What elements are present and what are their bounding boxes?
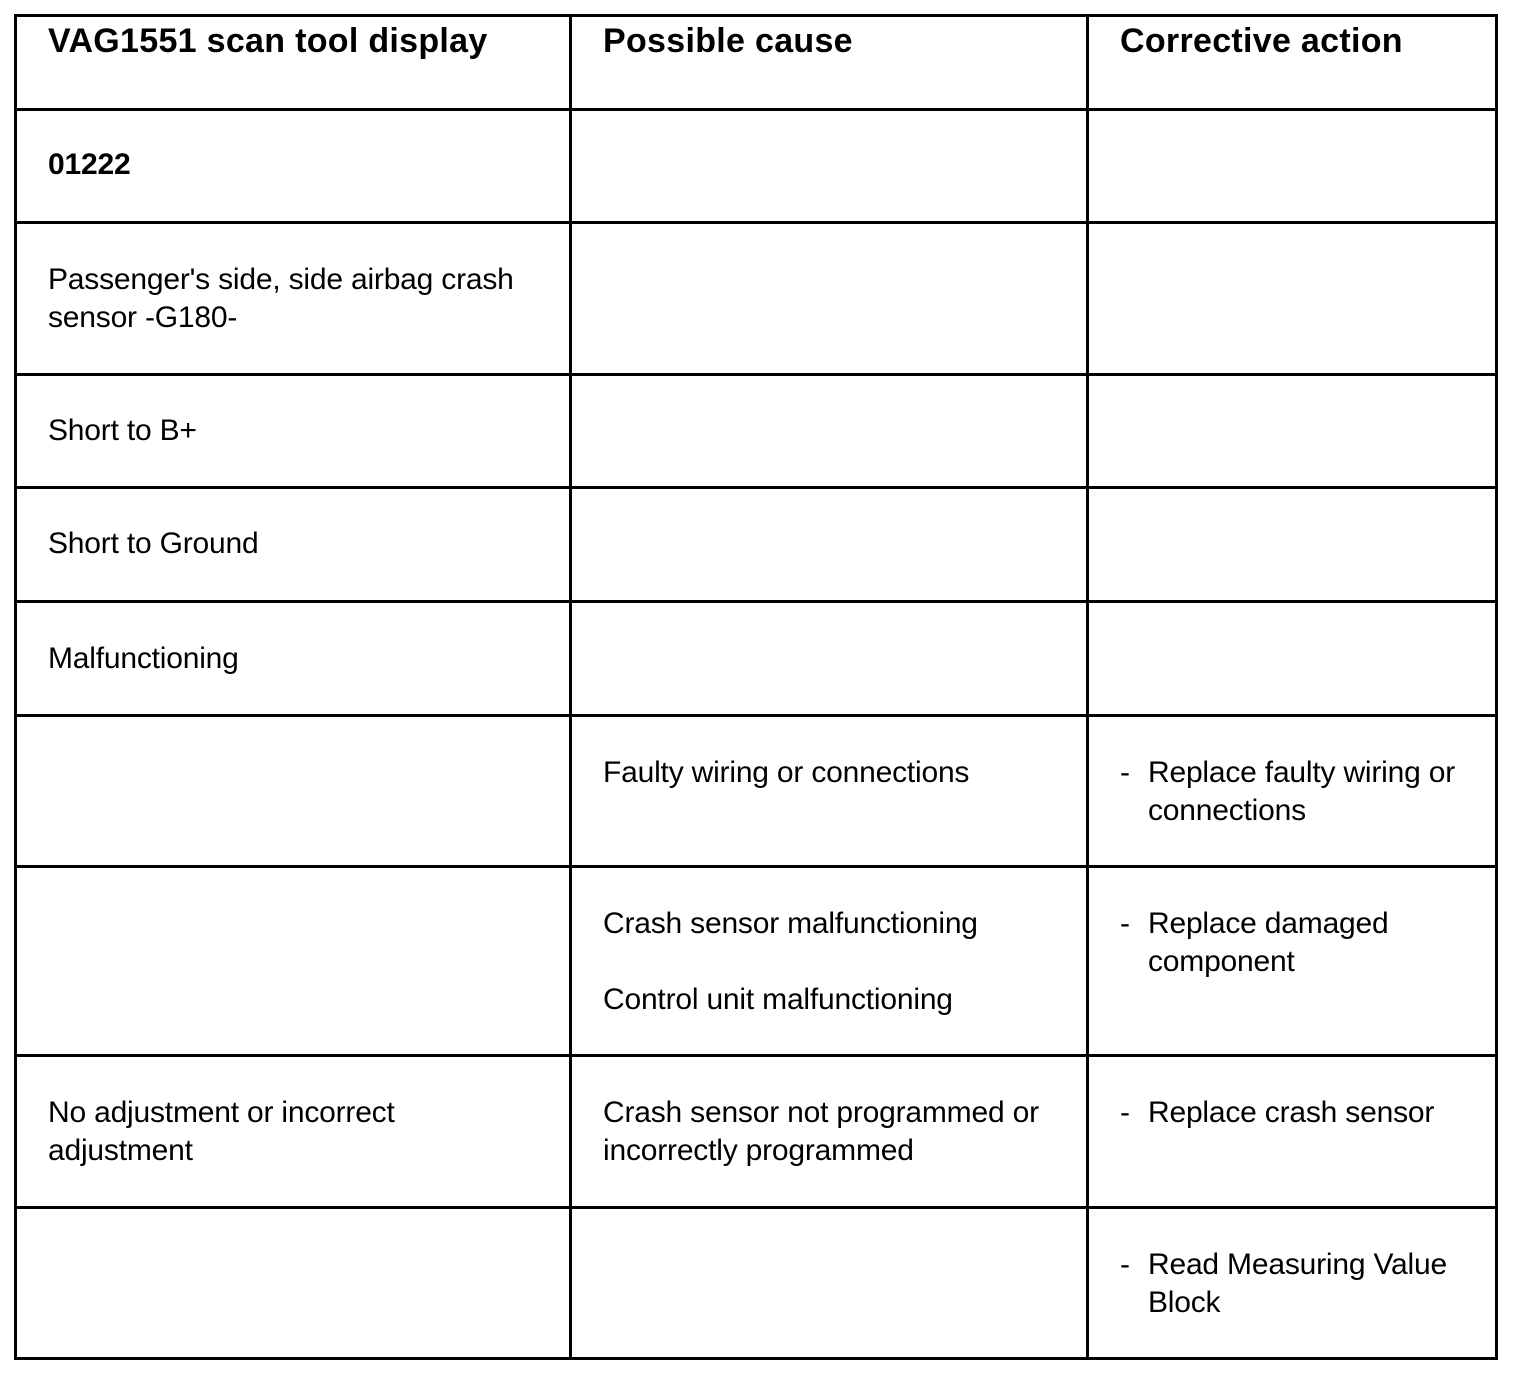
cell-cause: [571, 223, 1088, 375]
action-text: Replace faulty wiring or connections: [1148, 756, 1456, 827]
header-cause-label: Possible cause: [603, 22, 853, 60]
cell-cause: [571, 110, 1088, 223]
cause-text: Faulty wiring or connections: [603, 756, 970, 789]
cell-display: [16, 488, 571, 602]
cell-cause: [571, 1208, 1088, 1359]
cell-action: [1088, 375, 1497, 488]
action-text: Replace crash sensor: [1148, 1096, 1435, 1129]
cell-display: [16, 1056, 571, 1208]
action-item: [1120, 905, 1465, 981]
header-action: [1088, 16, 1497, 110]
cell-display: [16, 223, 571, 375]
header-display-label: VAG1551 scan tool display: [48, 22, 488, 60]
fault-table: [14, 14, 1498, 1360]
table-row: [16, 375, 1497, 488]
display-text: Passenger's side, side airbag crash sensor -G180-: [48, 263, 514, 334]
table-row: [16, 867, 1497, 1056]
action-text: Read Measuring Value Block: [1148, 1248, 1447, 1319]
header-display: [16, 16, 571, 110]
table-row: [16, 602, 1497, 716]
table-row: [16, 110, 1497, 223]
cause-text: Control unit malfunctioning: [603, 983, 953, 1016]
bullet-dash: -: [1120, 907, 1130, 940]
cell-cause: [571, 488, 1088, 602]
cause-text: Crash sensor malfunctioning: [603, 907, 978, 940]
cell-action: [1088, 716, 1497, 867]
bullet-dash: -: [1120, 1096, 1130, 1129]
cell-action: [1088, 1208, 1497, 1359]
cell-action: [1088, 110, 1497, 223]
cell-action: [1088, 223, 1497, 375]
cell-display: [16, 867, 571, 1056]
cell-cause: [571, 375, 1088, 488]
display-text: Short to Ground: [48, 527, 259, 560]
action-item: [1120, 1246, 1465, 1322]
cell-display: [16, 1208, 571, 1359]
bullet-dash: -: [1120, 1248, 1130, 1281]
action-item: [1120, 1094, 1465, 1132]
cell-display: [16, 602, 571, 716]
table-row: [16, 1208, 1497, 1359]
cell-display: [16, 375, 571, 488]
cell-display: [16, 716, 571, 867]
display-text: No adjustment or incorrect adjustment: [48, 1096, 395, 1167]
cell-cause: [571, 602, 1088, 716]
display-text: 01222: [48, 148, 131, 181]
cell-action: [1088, 867, 1497, 1056]
table-row: [16, 1056, 1497, 1208]
cell-cause: [571, 716, 1088, 867]
table-body: [16, 110, 1497, 1359]
cell-display: [16, 110, 571, 223]
display-text: Malfunctioning: [48, 642, 239, 675]
cause-text: Crash sensor not programmed or incorrectly programmed: [603, 1096, 1039, 1167]
display-text: Short to B+: [48, 414, 197, 447]
header-row: [16, 16, 1497, 110]
cell-cause: [571, 867, 1088, 1056]
bullet-dash: -: [1120, 756, 1130, 789]
table-row: [16, 488, 1497, 602]
action-text: Replace damaged component: [1148, 907, 1389, 978]
header-action-label: Corrective action: [1120, 22, 1403, 60]
header-cause: [571, 16, 1088, 110]
cell-action: [1088, 1056, 1497, 1208]
table-row: [16, 716, 1497, 867]
cell-action: [1088, 488, 1497, 602]
action-item: [1120, 754, 1465, 830]
table-row: [16, 223, 1497, 375]
cell-action: [1088, 602, 1497, 716]
cell-cause: [571, 1056, 1088, 1208]
